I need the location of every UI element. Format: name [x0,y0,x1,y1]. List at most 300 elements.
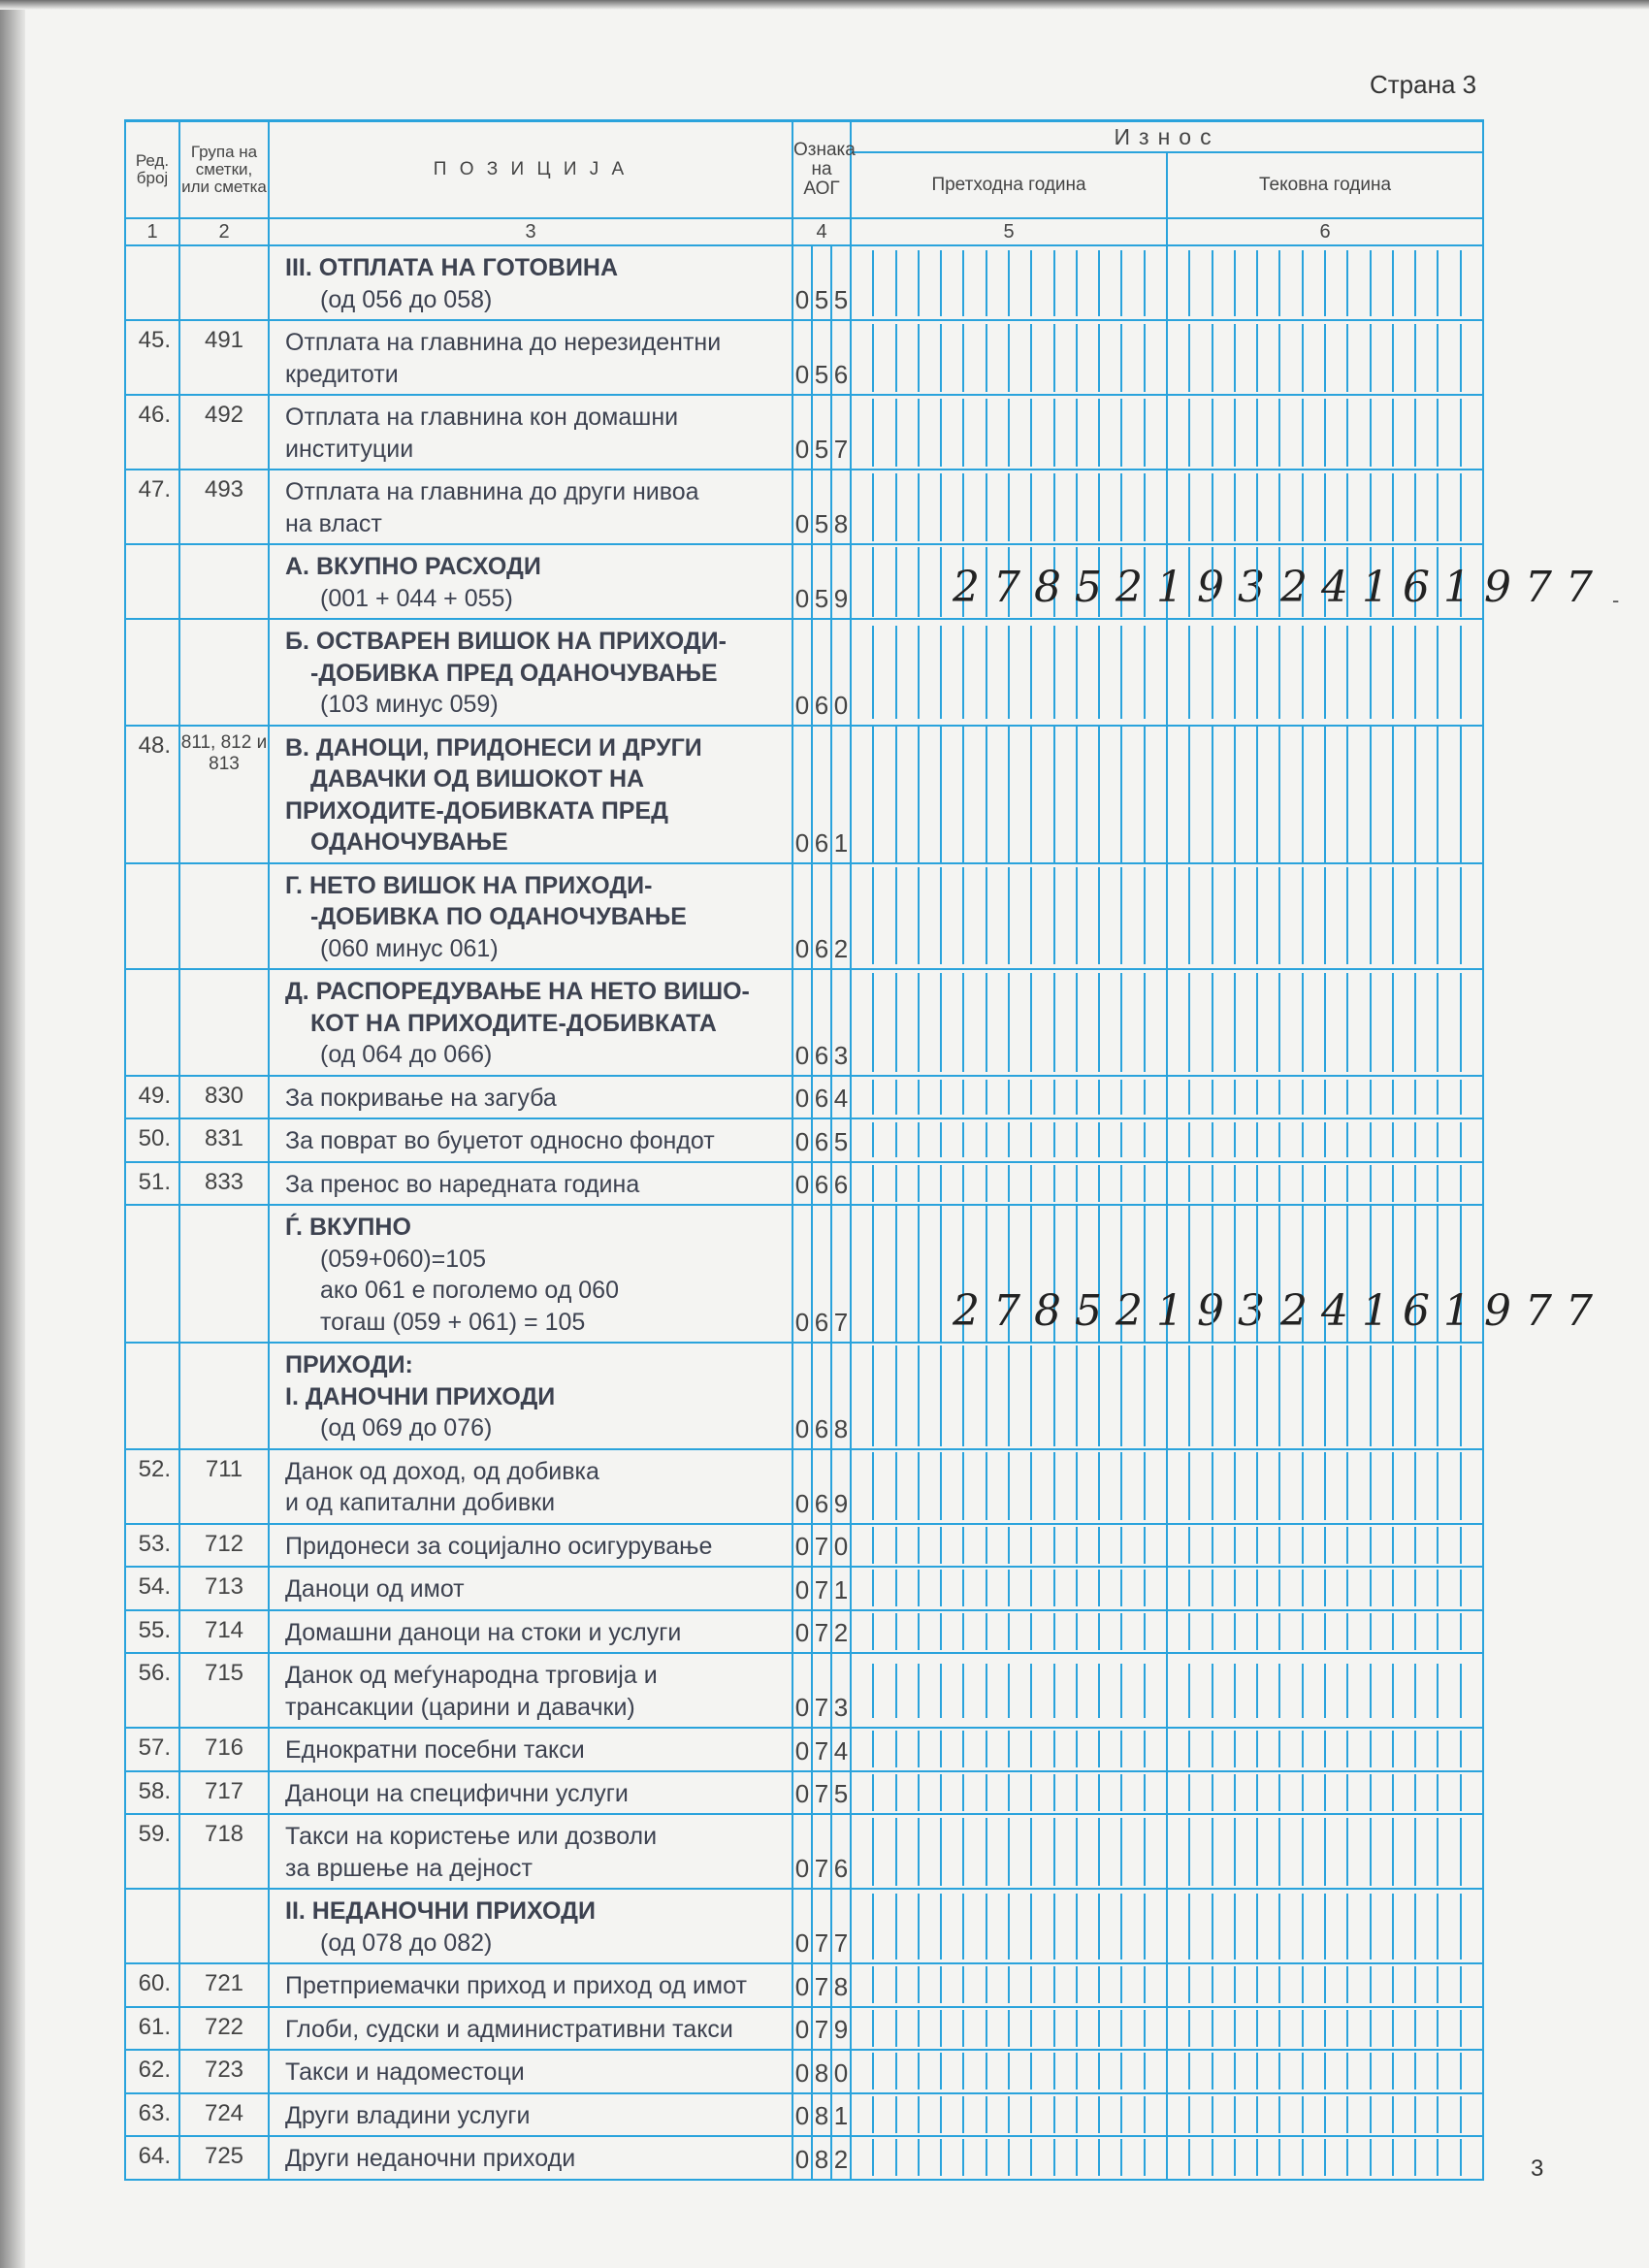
digit-box [897,1966,920,2003]
digit-box [1010,867,1032,964]
previous-year-amount[interactable] [851,863,1167,970]
digit-box [942,727,964,862]
current-year-amount[interactable] [1167,2093,1483,2137]
digit-box [920,1527,942,1564]
header-current-year: Тековна година [1167,152,1483,218]
aog-digit: 5 [812,544,831,619]
digit-box [1258,1165,1280,1202]
digit-box [1146,1613,1166,1650]
digit-box [1372,1452,1394,1520]
digit-box [1213,626,1236,719]
digit-box [1439,1080,1461,1115]
digit-box [1055,324,1078,392]
row-number: 54. [125,1567,179,1610]
digit-box [1213,324,1236,392]
digit-box [1213,1613,1236,1650]
previous-year-amount[interactable] [851,2007,1167,2051]
digit-box [964,324,986,392]
position-line: ОДАНОЧУВАЊЕ [310,828,508,856]
digit-box [1236,473,1258,541]
digit-box [1462,2053,1482,2090]
digit-box [897,1527,920,1564]
aog-digit: 0 [792,1118,812,1162]
digit-box [1190,1122,1212,1157]
digit-box [1010,1966,1032,2003]
current-year-amount[interactable] [1167,1524,1483,1568]
row-number: 59. [125,1814,179,1889]
digit-box [852,1122,874,1157]
current-year-amount[interactable] [1167,1162,1483,1206]
handwritten-amount: 24161977 [1280,1286,1606,1336]
previous-year-amount[interactable] [851,726,1167,863]
previous-year-amount[interactable] [851,395,1167,470]
account-group [179,544,269,619]
digit-box [1078,973,1100,1072]
digit-box [964,2096,986,2133]
digit-box [1100,1894,1122,1960]
digit-box [874,2139,896,2176]
digit-box [874,1894,896,1960]
position-line: Такси и надоместоци [285,2058,525,2086]
digit-box [1055,1165,1078,1202]
digit-box [942,973,964,1072]
digit-box [964,1570,986,1606]
digit-box [1055,1731,1078,1767]
account-group: 712 [179,1524,269,1568]
previous-year-amount[interactable] [851,1771,1167,1815]
digit-box [897,1664,920,1718]
current-year-amount[interactable] [1167,1728,1483,1771]
current-year-amount[interactable] [1167,2136,1483,2180]
handwritten-amount: 27852193 [953,1286,1278,1336]
digit-box [1168,547,1190,617]
digit-box [1055,1966,1078,2003]
digit-box [1462,1731,1482,1767]
digit-box [987,473,1010,541]
row-number: 51. [125,1162,179,1206]
digit-box [874,1613,896,1650]
digit-box [1416,1818,1439,1886]
digit-box [1258,250,1280,316]
digit-box [987,1080,1010,1115]
digit-box [1372,1664,1394,1718]
digit-box [1100,1774,1122,1811]
digit-box [987,973,1010,1072]
digit-box [897,1122,920,1157]
digit-box [1348,473,1371,541]
digit-box [1236,1452,1258,1520]
previous-year-amount[interactable] [851,1076,1167,1119]
current-year-amount[interactable] [1167,1963,1483,2007]
account-group [179,619,269,726]
digit-box [1326,1774,1348,1811]
digit-box [1122,1345,1145,1446]
digit-box [1055,1570,1078,1606]
digit-box [1010,2096,1032,2133]
digit-box [1168,1613,1190,1650]
digit-box [987,1345,1010,1446]
current-year-amount[interactable] [1167,2050,1483,2093]
digit-box [920,1080,942,1115]
digit-box [874,2010,896,2047]
digit-box [1462,2096,1482,2133]
digit-box [1394,1122,1416,1157]
digit-box [1280,626,1303,719]
digit-box [1304,973,1326,1072]
digit-box [1258,1894,1280,1960]
digit-boxes [852,2053,1166,2090]
current-year-amount[interactable] [1167,863,1483,970]
digit-box [874,1206,896,1342]
digit-box [964,1818,986,1886]
digit-box [1055,727,1078,862]
previous-year-amount[interactable] [851,1567,1167,1610]
digit-box [1280,1570,1303,1606]
digit-box [1326,2139,1348,2176]
current-year-amount[interactable] [1167,1118,1483,1162]
digit-box [874,1527,896,1564]
digit-box [1439,626,1461,719]
previous-year-amount[interactable] [851,2050,1167,2093]
digit-box [1372,2096,1394,2133]
digit-box [1258,2139,1280,2176]
digit-boxes [852,626,1166,719]
previous-year-amount[interactable] [851,1963,1167,2007]
digit-box [964,1774,986,1811]
current-year-amount[interactable] [1167,1343,1483,1449]
digit-box [1326,1080,1348,1115]
digit-boxes [1168,2053,1482,2090]
current-year-amount[interactable] [1167,1653,1483,1728]
current-year-amount[interactable] [1167,1610,1483,1654]
digit-box [1416,250,1439,316]
digit-box [1416,867,1439,964]
digit-box [1348,2010,1371,2047]
digit-box [987,2139,1010,2176]
digit-box [1304,2053,1326,2090]
digit-box [1190,727,1212,862]
digit-box [1348,2096,1371,2133]
current-year-amount[interactable] [1167,245,1483,320]
previous-year-amount[interactable] [851,1205,1278,1343]
digit-box [920,399,942,467]
previous-year-amount[interactable] [851,1814,1167,1889]
digit-box [1010,1818,1032,1886]
digit-box [852,1664,874,1718]
digit-box [874,547,896,617]
digit-box [1010,1122,1032,1157]
digit-boxes [1168,1165,1482,1202]
digit-box [987,727,1010,862]
digit-box [1280,1452,1303,1520]
digit-box [1326,626,1348,719]
digit-box [1326,973,1348,1072]
digit-box [1213,1452,1236,1520]
previous-year-amount[interactable] [851,969,1167,1076]
aog-digit: 0 [831,2050,851,2093]
digit-box [1348,626,1371,719]
digit-box [964,727,986,862]
digit-box [1078,2139,1100,2176]
digit-box [1213,1080,1236,1115]
digit-boxes [1168,1664,1482,1718]
digit-box [1394,1165,1416,1202]
position-cell [269,969,792,1076]
digit-box [1010,626,1032,719]
previous-year-amount[interactable] [851,470,1167,544]
current-year-amount[interactable] [1167,1449,1483,1524]
aog-digit: 4 [831,1076,851,1119]
digit-box [1032,1818,1054,1886]
digit-box [1213,2096,1236,2133]
digit-box [1122,250,1145,316]
digit-box [987,1527,1010,1564]
digit-box [1326,1731,1348,1767]
digit-box [1122,473,1145,541]
digit-box [1462,1452,1482,1520]
current-year-amount[interactable] [1167,1205,1606,1343]
digit-box [1258,1527,1280,1564]
digit-box [1348,1165,1371,1202]
digit-box [1236,1206,1258,1342]
previous-year-amount[interactable] [851,245,1167,320]
digit-box [1416,1613,1439,1650]
digit-box [1348,2139,1371,2176]
digit-box [1304,1080,1326,1115]
digit-box [1122,727,1145,862]
account-group: 492 [179,395,269,470]
digit-box [1032,626,1054,719]
aog-digit: 7 [812,1567,831,1610]
current-year-amount[interactable] [1167,2007,1483,2051]
aog-digit: 1 [831,1567,851,1610]
digit-box [1010,250,1032,316]
col-number: 2 [179,218,269,245]
current-year-amount[interactable] [1167,1771,1483,1815]
digit-box [1280,324,1303,392]
digit-box [874,250,896,316]
digit-box [1122,2053,1145,2090]
digit-box [1146,1774,1166,1811]
digit-boxes [1168,473,1482,541]
digit-box [1055,399,1078,467]
current-year-amount[interactable] [1167,969,1483,1076]
previous-year-amount[interactable] [851,1524,1167,1568]
row-number [125,1343,179,1449]
aog-digit: 5 [812,320,831,395]
digit-box [942,2096,964,2133]
digit-box [1304,2010,1326,2047]
digit-box [1372,1731,1394,1767]
digit-box [1213,1570,1236,1606]
digit-box [1258,867,1280,964]
digit-box [920,626,942,719]
digit-box [920,973,942,1072]
digit-box [942,1613,964,1650]
digit-box [1416,1165,1439,1202]
digit-box [1280,1731,1303,1767]
aog-digit: 4 [831,1728,851,1771]
aog-digit: 6 [812,619,831,726]
current-year-amount[interactable] [1167,544,1606,619]
digit-box [1416,1664,1439,1718]
digit-box [1326,1966,1348,2003]
digit-box [1010,2139,1032,2176]
digit-box [897,2010,920,2047]
digit-box [1236,1664,1258,1718]
digit-box [1010,324,1032,392]
aog-digit: 5 [831,1118,851,1162]
digit-box [942,1345,964,1446]
position-line: В. ДАНОЦИ, ПРИДОНЕСИ И ДРУГИ [285,733,702,761]
digit-boxes [852,473,1166,541]
digit-box [1348,1818,1371,1886]
digit-box [1416,973,1439,1072]
previous-year-amount[interactable] [851,1653,1167,1728]
aog-digit: 8 [831,1963,851,2007]
digit-box [1326,1894,1348,1960]
previous-year-amount[interactable] [851,1118,1167,1162]
digit-box [1078,1165,1100,1202]
digit-box [1055,1452,1078,1520]
digit-box [1416,2053,1439,2090]
table-row [125,1963,1483,2007]
previous-year-amount[interactable] [851,1889,1167,1963]
digit-box [1372,1966,1394,2003]
digit-box [1010,1452,1032,1520]
previous-year-amount[interactable] [851,320,1167,395]
digit-boxes [852,2139,1166,2176]
current-year-amount[interactable] [1167,619,1483,726]
previous-year-amount[interactable] [851,1162,1167,1206]
previous-year-amount[interactable] [851,1610,1167,1654]
digit-box [1236,324,1258,392]
digit-box [1190,1774,1212,1811]
digit-box [1078,1966,1100,2003]
digit-box [1168,250,1190,316]
digit-box [1416,1122,1439,1157]
digit-box [1394,2053,1416,2090]
row-number [125,619,179,726]
aog-digit: 3 [831,1653,851,1728]
col-number: 1 [125,218,179,245]
position-line: Б. ОСТВАРЕН ВИШОК НА ПРИХОДИ- [285,628,727,655]
digit-box [1100,2139,1122,2176]
aog-digit: 7 [812,1771,831,1815]
digit-box [1010,1570,1032,1606]
digit-box [1348,1452,1371,1520]
digit-box [1280,727,1303,862]
current-year-amount[interactable] [1167,395,1483,470]
aog-digit: 9 [831,2007,851,2051]
digit-boxes [852,727,1166,862]
digit-box [1258,1966,1280,2003]
digit-box [1236,1527,1258,1564]
digit-box [1078,867,1100,964]
digit-box [1348,324,1371,392]
digit-box [920,1664,942,1718]
aog-digit: 6 [812,863,831,970]
aog-digit: 8 [831,1343,851,1449]
digit-box [920,547,942,617]
account-group [179,245,269,320]
current-year-amount[interactable] [1167,1567,1483,1610]
digit-box [1462,399,1482,467]
digit-box [1394,1570,1416,1606]
digit-box [1394,1731,1416,1767]
digit-box [1146,2010,1166,2047]
previous-year-amount[interactable] [851,1449,1167,1524]
previous-year-amount[interactable] [851,2093,1167,2137]
table-row [125,726,1483,863]
previous-year-amount[interactable] [851,1728,1167,1771]
digit-box [1372,867,1394,964]
aog-digit: 0 [792,1567,812,1610]
digit-box [964,250,986,316]
digit-box [1190,973,1212,1072]
digit-box [1146,867,1166,964]
digit-box [1258,547,1280,617]
previous-year-amount[interactable] [851,619,1167,726]
digit-box [1168,1165,1190,1202]
digit-box [1439,1894,1461,1960]
previous-year-amount[interactable] [851,1343,1167,1449]
current-year-amount[interactable] [1167,1814,1483,1889]
digit-box [897,250,920,316]
current-year-amount[interactable] [1167,320,1483,395]
digit-box [1146,2139,1166,2176]
digit-box [1236,626,1258,719]
digit-box [1055,973,1078,1072]
digit-box [1122,973,1145,1072]
previous-year-amount[interactable] [851,2136,1167,2180]
digit-box [1462,250,1482,316]
digit-box [1190,1206,1212,1342]
aog-digit: 8 [812,2093,831,2137]
current-year-amount[interactable] [1167,726,1483,863]
digit-box [920,1165,942,1202]
position-cell [269,2050,792,2093]
current-year-amount[interactable] [1167,1076,1483,1119]
digit-box [1146,1664,1166,1718]
digit-box [987,2053,1010,2090]
digit-box [1416,1894,1439,1960]
digit-boxes [1168,2010,1482,2047]
current-year-amount[interactable] [1167,1889,1483,1963]
digit-box [1416,1966,1439,2003]
digit-box [1416,727,1439,862]
previous-year-amount[interactable] [851,544,1278,619]
digit-box [1032,399,1054,467]
position-line: Даноци на специфични услуги [285,1779,629,1807]
digit-box [1100,1345,1122,1446]
position-line: тогаш (059 + 061) = 105 [320,1308,586,1336]
digit-box [942,1664,964,1718]
digit-box [1168,473,1190,541]
digit-box [1032,2053,1054,2090]
digit-box [1168,626,1190,719]
digit-box [852,1894,874,1960]
digit-box [1100,973,1122,1072]
position-cell [269,1524,792,1568]
aog-digit: 0 [792,245,812,320]
position-cell [269,2136,792,2180]
digit-box [1304,473,1326,541]
digit-box [897,2053,920,2090]
current-year-amount[interactable] [1167,470,1483,544]
table-row [125,1889,1483,1963]
table-row [125,1771,1483,1815]
